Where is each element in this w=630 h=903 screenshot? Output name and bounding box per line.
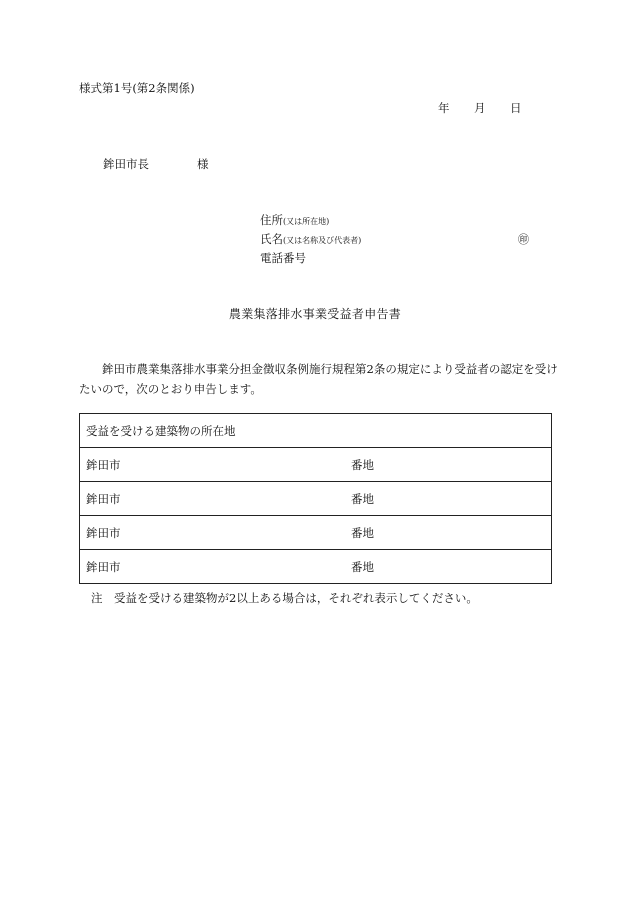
table-header-row bbox=[80, 414, 552, 448]
table-cell-lot: 番地 bbox=[351, 516, 552, 550]
body-text: 鉾田市農業集落排水事業分担金徴収条例施行規程第2条の規定により受益者の認定を受けたいので，次のとおり申告します。 bbox=[79, 362, 558, 396]
table-cell-lot: 番地 bbox=[351, 550, 552, 584]
name-note: (又は名称及び代表者) bbox=[283, 236, 362, 245]
date-field bbox=[438, 100, 522, 116]
applicant-address-row bbox=[260, 211, 361, 230]
buildings-table bbox=[79, 413, 552, 584]
addressee-honorific: 様 bbox=[197, 157, 209, 171]
table-cell-city: 鉾田市 bbox=[80, 516, 352, 550]
date-day-label: 日 bbox=[510, 101, 522, 115]
applicant-block bbox=[260, 211, 361, 268]
name-label: 氏名 bbox=[260, 232, 283, 246]
table-cell-city: 鉾田市 bbox=[80, 448, 352, 482]
footnote-mark: 注 bbox=[91, 591, 103, 605]
addressee bbox=[103, 156, 209, 172]
address-note: (又は所在地) bbox=[283, 217, 330, 226]
applicant-phone-row bbox=[260, 249, 361, 268]
applicant-name-row bbox=[260, 230, 361, 249]
date-month-label: 月 bbox=[474, 101, 486, 115]
table-cell-lot: 番地 bbox=[351, 482, 552, 516]
table-cell-city: 鉾田市 bbox=[80, 550, 352, 584]
table-row bbox=[80, 550, 552, 584]
document-body bbox=[79, 359, 559, 399]
phone-label: 電話番号 bbox=[260, 251, 306, 265]
form-number: 様式第1号(第2条関係) bbox=[79, 81, 195, 95]
document-title: 農業集落排水事業受益者申告書 bbox=[228, 307, 402, 321]
table-row bbox=[80, 516, 552, 550]
table-header-cell: 受益を受ける建築物の所在地 bbox=[80, 414, 552, 448]
table-cell-lot: 番地 bbox=[351, 448, 552, 482]
date-year-label: 年 bbox=[438, 101, 450, 115]
footnote-text: 受益を受ける建築物が2以上ある場合は，それぞれ表示してください。 bbox=[114, 591, 478, 605]
table-row bbox=[80, 482, 552, 516]
table-cell-city: 鉾田市 bbox=[80, 482, 352, 516]
table-row bbox=[80, 448, 552, 482]
seal-icon: ㊞ bbox=[518, 233, 529, 246]
addressee-title: 鉾田市長 bbox=[103, 157, 149, 171]
footnote bbox=[91, 590, 478, 606]
address-label: 住所 bbox=[260, 213, 283, 227]
